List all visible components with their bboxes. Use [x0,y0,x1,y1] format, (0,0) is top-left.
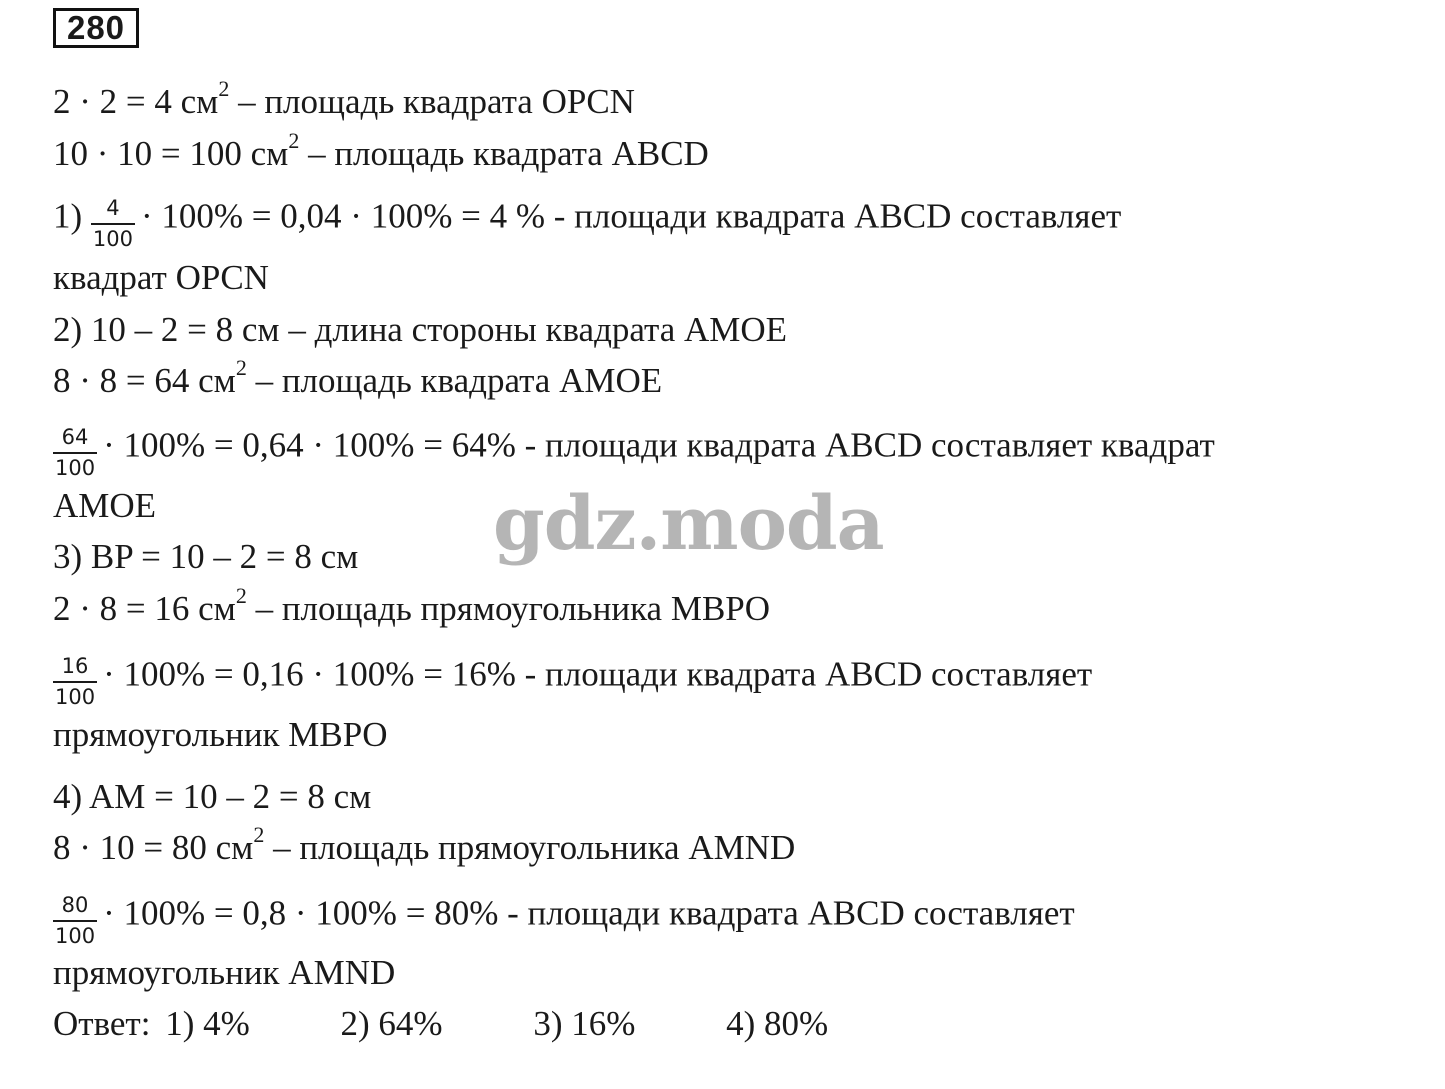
solution-line [53,192,1122,251]
answer-item: 1) 4% [165,1004,250,1043]
fraction-bar [53,452,97,454]
solution-line: 2) 10 – 2 = 8 см – длина стороны квадрата AMOE [53,310,788,349]
line-text: – площадь прямоугольника MBPO [246,589,771,628]
fraction-numerator: 80 [61,893,89,917]
answer-label: Ответ: [53,1004,151,1043]
solution-line [53,583,771,629]
line-text: – площадь квадрата ABCD [299,134,709,173]
fraction-numerator: 16 [61,654,89,678]
fraction [53,654,97,709]
fraction [53,425,97,480]
line-text: – площадь квадрата AMOE [246,361,663,400]
solution-line: 3) BP = 10 – 2 = 8 см [53,537,359,576]
fraction-denominator: 100 [55,924,96,948]
fraction-bar [53,681,97,683]
solution-line [53,650,1093,709]
solution-line: квадрат OPCN [53,258,269,297]
solution-line [53,421,1215,480]
fraction-bar [53,920,97,922]
line-text: 8 · 10 = 80 см [53,828,254,867]
fraction-numerator: 64 [61,425,89,449]
line-text: 2 · 8 = 16 см [53,589,236,628]
solution-line: AMOE [53,486,157,525]
solution-line [53,822,796,868]
line-text: – площадь квадрата OPCN [229,82,635,121]
fraction [91,196,135,251]
answer-item: 3) 16% [533,1004,636,1043]
watermark: gdz.moda [493,481,884,567]
line-text: 1) [53,196,91,236]
line-text: – площадь прямоугольника AMND [264,828,796,867]
solution-line: 4) AM = 10 – 2 = 8 см [53,777,372,816]
fraction-bar [91,223,135,225]
fraction-numerator: 4 [106,196,120,220]
superscript: 2 [288,128,300,154]
solution-line [53,76,635,122]
solution-line [53,889,1075,948]
line-text: · 100% = 0,8 · 100% = 80% - площади квадрата ABCD составляет [103,893,1075,933]
fraction [53,893,97,948]
superscript: 2 [235,583,247,609]
task-number: 280 [53,8,139,48]
solution-line: прямоугольник AMND [53,953,396,992]
fraction-denominator: 100 [92,227,133,251]
fraction-denominator: 100 [55,456,96,480]
solution-line [53,128,709,174]
answer-item: 2) 64% [340,1004,443,1043]
solution-line: прямоугольник MBPO [53,715,388,754]
line-text: 8 · 8 = 64 см [53,361,236,400]
line-text: 10 · 10 = 100 см [53,134,289,173]
line-text: · 100% = 0,64 · 100% = 64% - площади квадрата ABCD составляет квадрат [103,425,1215,465]
line-text: · 100% = 0,04 · 100% = 4 % - площади квадрата ABCD составляет [141,196,1122,236]
line-text: · 100% = 0,16 · 100% = 16% - площади квадрата ABCD составляет [103,654,1093,694]
fraction-denominator: 100 [55,685,96,709]
superscript: 2 [235,355,247,381]
superscript: 2 [253,822,265,848]
answer-item: 4) 80% [726,1004,829,1043]
answer-line [53,1004,828,1044]
line-text: 2 · 2 = 4 см [53,82,219,121]
solution-line [53,355,663,401]
superscript: 2 [218,76,230,102]
